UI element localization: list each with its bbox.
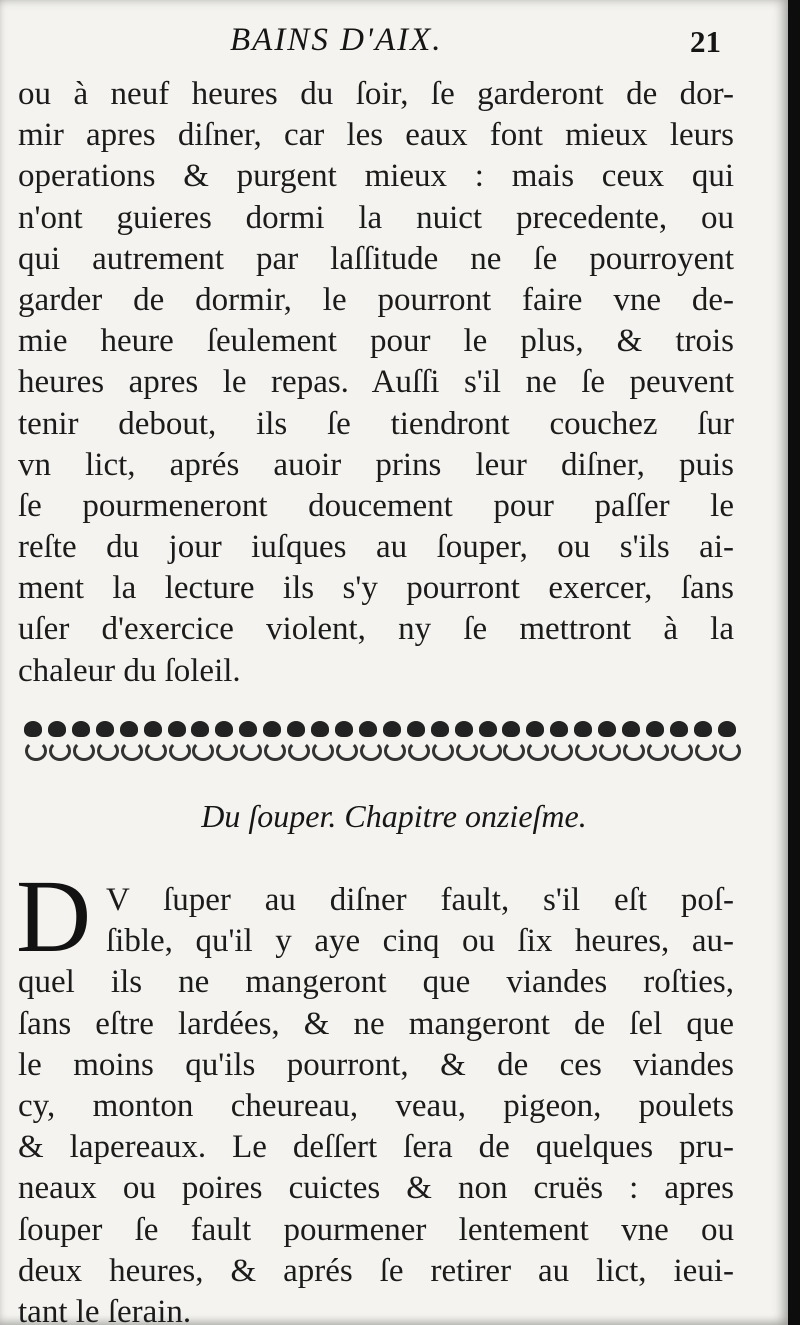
fleuron-ornament xyxy=(692,719,714,759)
text-line: uſer d'exercice violent, ny ſe mettront à la xyxy=(18,611,734,648)
text-line: vn lict, aprés auoir prins leur diſner, puis xyxy=(18,446,734,483)
fleuron-ornament xyxy=(668,719,690,759)
text-line: quel ils ne mangeront que viandes roſties, xyxy=(18,964,734,1001)
page-header xyxy=(0,22,788,72)
text-line: ou à neuf heures du ſoir, ſe garderont de dor- xyxy=(18,76,734,112)
text-line: V ſuper au diſner fault, s'il eſt poſ- xyxy=(106,882,734,918)
fleuron-ornament xyxy=(213,719,235,759)
fleuron-ornament xyxy=(572,719,594,759)
text-line: ſouper ſe fault pourmener lentement vne ou xyxy=(18,1211,734,1248)
text-line: ſe pourmeneront doucement pour paſſer le xyxy=(18,487,734,524)
fleuron-ornament xyxy=(357,719,379,759)
text-line: heures apres le repas. Auſſi s'il ne ſe peuvent xyxy=(18,364,734,401)
chapter-title: Du ſouper. Chapitre onzieſme. xyxy=(201,798,587,834)
fleuron-ornament xyxy=(644,719,666,759)
text-line: ſans eſtre lardées, & ne mangeront de ſel que xyxy=(18,1005,734,1042)
ornamental-divider xyxy=(22,716,738,762)
text-line: deux heures, & aprés ſe retirer au lict, ieui- xyxy=(18,1252,734,1289)
page-edge-shadow xyxy=(788,0,800,1325)
fleuron-ornament xyxy=(261,719,283,759)
paragraph-previous-chapter xyxy=(18,74,734,692)
fleuron-ornament xyxy=(620,719,642,759)
fleuron-ornament xyxy=(166,719,188,759)
fleuron-ornament xyxy=(381,719,403,759)
text-line: cy, monton cheureau, veau, pigeon, poulets xyxy=(18,1087,734,1124)
text-line: qui autrement par laſſitude ne ſe pourroyent xyxy=(18,240,734,277)
fleuron-ornament xyxy=(596,719,618,759)
text-line: garder de dormir, le pourront faire vne de- xyxy=(18,281,734,318)
text-line: ment la lecture ils s'y pourront exercer, ſans xyxy=(18,570,734,607)
text-line: reſte du jour iuſques au ſouper, ou s'ils ai- xyxy=(18,529,734,566)
text-line: mie heure ſeulement pour le plus, & trois xyxy=(18,323,734,360)
text-line: n'ont guieres dormi la nuict precedente, ou xyxy=(18,199,734,236)
text-line: & lapereaux. Le deſſert ſera de quelques pru- xyxy=(18,1129,734,1166)
fleuron-ornament xyxy=(405,719,427,759)
fleuron-ornament xyxy=(477,719,499,759)
text-line: operations & purgent mieux : mais ceux qui xyxy=(18,158,734,195)
text-line: tenir debout, ils ſe tiendront couchez ſur xyxy=(18,405,734,442)
fleuron-ornament xyxy=(524,719,546,759)
fleuron-ornament xyxy=(189,719,211,759)
fleuron-ornament xyxy=(22,719,44,759)
text-line: le moins qu'ils pourront, & de ces viandes xyxy=(18,1046,734,1083)
fleuron-ornament xyxy=(70,719,92,759)
fleuron-ornament xyxy=(309,719,331,759)
drop-cap: D xyxy=(16,859,92,974)
fleuron-ornament xyxy=(453,719,475,759)
fleuron-ornament xyxy=(333,719,355,759)
fleuron-ornament xyxy=(429,719,451,759)
fleuron-ornament xyxy=(237,719,259,759)
fleuron-ornament xyxy=(118,719,140,759)
text-line: mir apres diſner, car les eaux font mieux leurs xyxy=(18,117,734,154)
running-title: BAINS D'AIX. xyxy=(230,22,443,58)
text-line: tant le ſerain. xyxy=(18,1293,192,1325)
fleuron-ornament xyxy=(285,719,307,759)
fleuron-ornament xyxy=(716,719,738,759)
fleuron-ornament xyxy=(94,719,116,759)
fleuron-ornament xyxy=(46,719,68,759)
chapter-body xyxy=(18,880,734,1325)
text-line: ſible, qu'il y aye cinq ou ſix heures, au- xyxy=(106,923,734,960)
text-line: chaleur du ſoleil. xyxy=(18,652,241,689)
fleuron-ornament xyxy=(500,719,522,759)
page-number: 21 xyxy=(690,24,721,59)
text-line: neaux ou poires cuictes & non cruës : apres xyxy=(18,1170,734,1207)
fleuron-ornament xyxy=(548,719,570,759)
fleuron-ornament xyxy=(142,719,164,759)
